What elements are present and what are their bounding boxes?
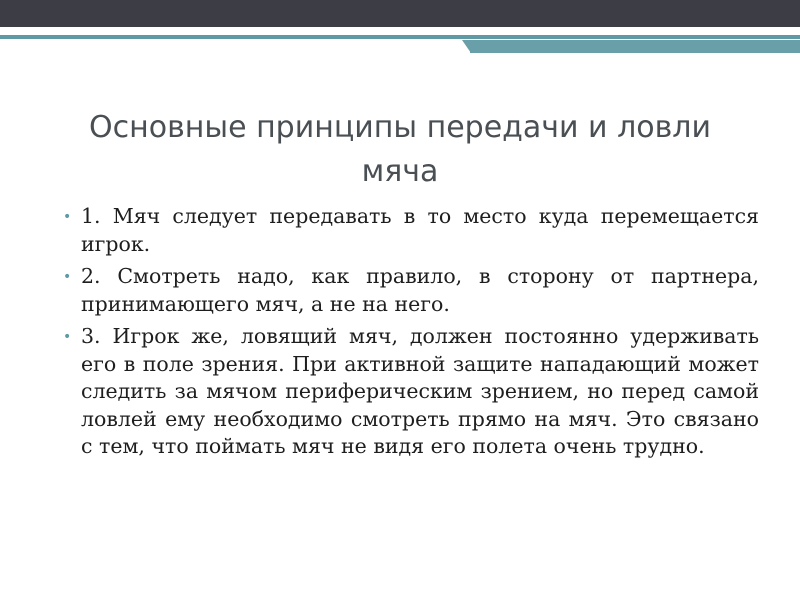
bullet-item-1 bbox=[57, 203, 759, 258]
bullet-dot-icon: • bbox=[63, 329, 72, 345]
bullet-text-1: 1. Мяч следует передавать в то место куда перемещается игрок. bbox=[81, 204, 759, 256]
bullet-text-2: 2. Смотреть надо, как правило, в сторону от партнера, принимающего мяч, а не на него. bbox=[81, 264, 759, 316]
slide-title: Основные принципы передачи и ловли мяча bbox=[89, 110, 711, 189]
bullet-dot-icon: • bbox=[63, 209, 72, 225]
bullet-item-2 bbox=[57, 263, 759, 318]
bullet-text-3: 3. Игрок же, ловящий мяч, должен постоянно удерживать его в поле зрения. При активной защите нападающий может следить за мячом периферическим зрением, но перед самой ловлей ему необходимо смотреть прямо на мяч. Это связано с тем, что поймать мяч не видя его полета очень трудно. bbox=[81, 324, 759, 458]
bullet-dot-icon: • bbox=[63, 269, 72, 285]
accent-line bbox=[0, 35, 800, 39]
accent-tab bbox=[470, 40, 800, 53]
bullet-item-3 bbox=[57, 323, 759, 461]
bullet-list bbox=[57, 203, 759, 466]
top-band bbox=[0, 0, 800, 27]
